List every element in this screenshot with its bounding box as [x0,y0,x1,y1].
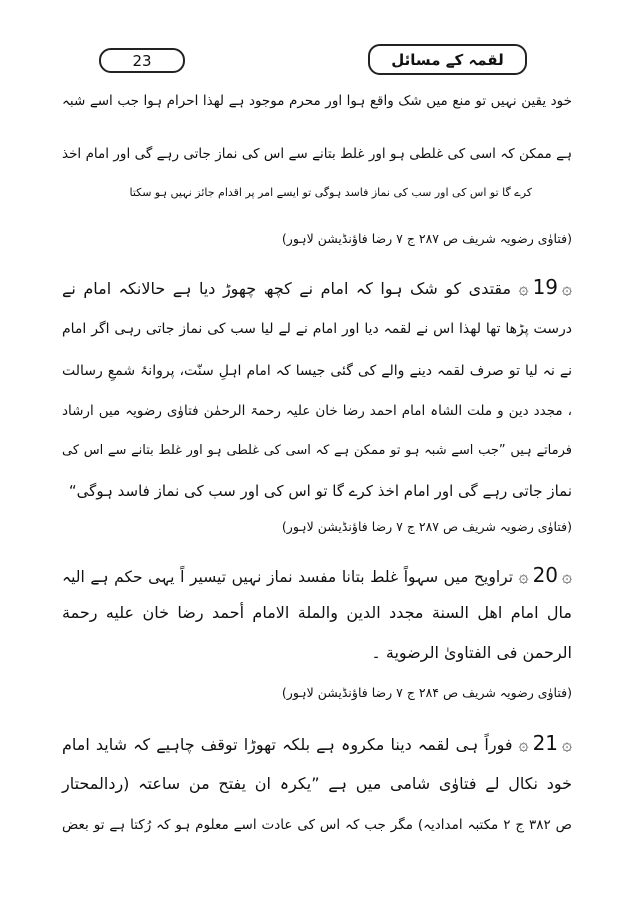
section-title: تراویح میں سہواً غلط بتانا مفسد نماز نہیں تیسیر اً یہی حکم ہے الیہ [62,568,514,586]
page-number: 23 [99,48,185,73]
ornament-icon: ۞ [518,279,529,299]
paragraph-line: الرحمن فى الفتاوىٰ الرضوية ۔ [371,643,572,662]
citation: (فتاوٰی رضویہ شریف ص ۲۸۷ ج ۷ رضا فاؤنڈیشن لاہور) [281,231,572,246]
ornament-icon: ۞ [562,735,572,755]
section-number: 21 [532,731,559,755]
book-title: لقمہ کے مسائل [368,44,527,75]
section-title: فوراً ہی لقمہ دینا مکروہ ہے بلکہ تھوڑا توقف چاہیے کہ شاید امام [62,735,513,754]
paragraph-line: درست پڑھا تھا لھذا اس نے لقمہ دیا اور امام نے لے لیا سب کی نماز جاتی رہی اگر امام [62,321,573,337]
paragraph-line: فرماتے ہیں ”جب اسے شبہ ہو تو ممکن ہے کہ اسی کی غلطی ہو اور غلط بتانے سے اس کی [62,443,572,458]
citation: (فتاوٰی رضویہ شریف ص ۲۸۴ ج ۷ رضا فاؤنڈیشن لاہور) [281,685,572,700]
paragraph-line: مال امام اهل السنة مجدد الدين والملة الامام أحمد رضا خان عليه رحمة [62,603,572,622]
paragraph-line: نے نہ لیا تو صرف لقمہ دینے والے کی گئی جیسا کہ امام اہلِ سنّت، پروانۂ شمعِ رسالت [62,363,572,379]
paragraph-line: نماز جاتی رہے گی اور امام اخذ کرے گا تو اس کی اور سب کی نماز فاسد ہوگی“ [68,482,572,500]
ornament-icon: ۞ [518,735,529,755]
paragraph-line: ہے ممکن کہ اسی کی غلطی ہو اور غلط بتانے سے اس کی نماز جاتی رہے گی اور امام اخذ [62,146,572,162]
paragraph-line: ، مجدد دین و ملت الشاہ امام احمد رضا خان علیہ رحمۃ الرحمٰن فتاوٰی رضویہ میں ارشاد [62,403,572,419]
paragraph-line: کرے گا تو اس کی اور سب کی نماز فاسد ہوگی تو ایسے امر پر اقدام جائز نہیں ہو سکتا [129,186,532,199]
page-header [0,40,638,80]
section-21-heading [62,732,572,756]
paragraph-line: خود یقین نہیں تو منع میں شک واقع ہوا اور محرم موجود ہے لھذا احرام ہوا جب اسے شبہ [62,93,572,109]
section-title: مقتدی کو شک ہوا کہ امام نے کچھ چھوڑ دیا ہے حالانکہ امام نے [62,279,512,298]
ornament-icon: ۞ [562,567,572,587]
citation: (فتاوٰی رضویہ شریف ص ۲۸۷ ج ۷ رضا فاؤنڈیشن لاہور) [281,519,572,534]
section-number: 20 [532,563,559,587]
paragraph-line: ص ۳۸۲ ج ۲ مکتبہ امدادیہ) مگر جب کہ اس کی عادت اسے معلوم ہو کہ رُکتا ہے تو بعض [62,817,572,833]
ornament-icon: ۞ [562,279,572,299]
paragraph-line: خود نکال لے فتاوٰی شامی میں ہے ”یکرہ ان یفتح من ساعتہ (ردالمحتار [62,774,572,793]
section-19-heading [62,276,572,300]
section-number: 19 [532,275,559,299]
ornament-icon: ۞ [518,567,529,587]
section-20-heading [62,564,572,588]
